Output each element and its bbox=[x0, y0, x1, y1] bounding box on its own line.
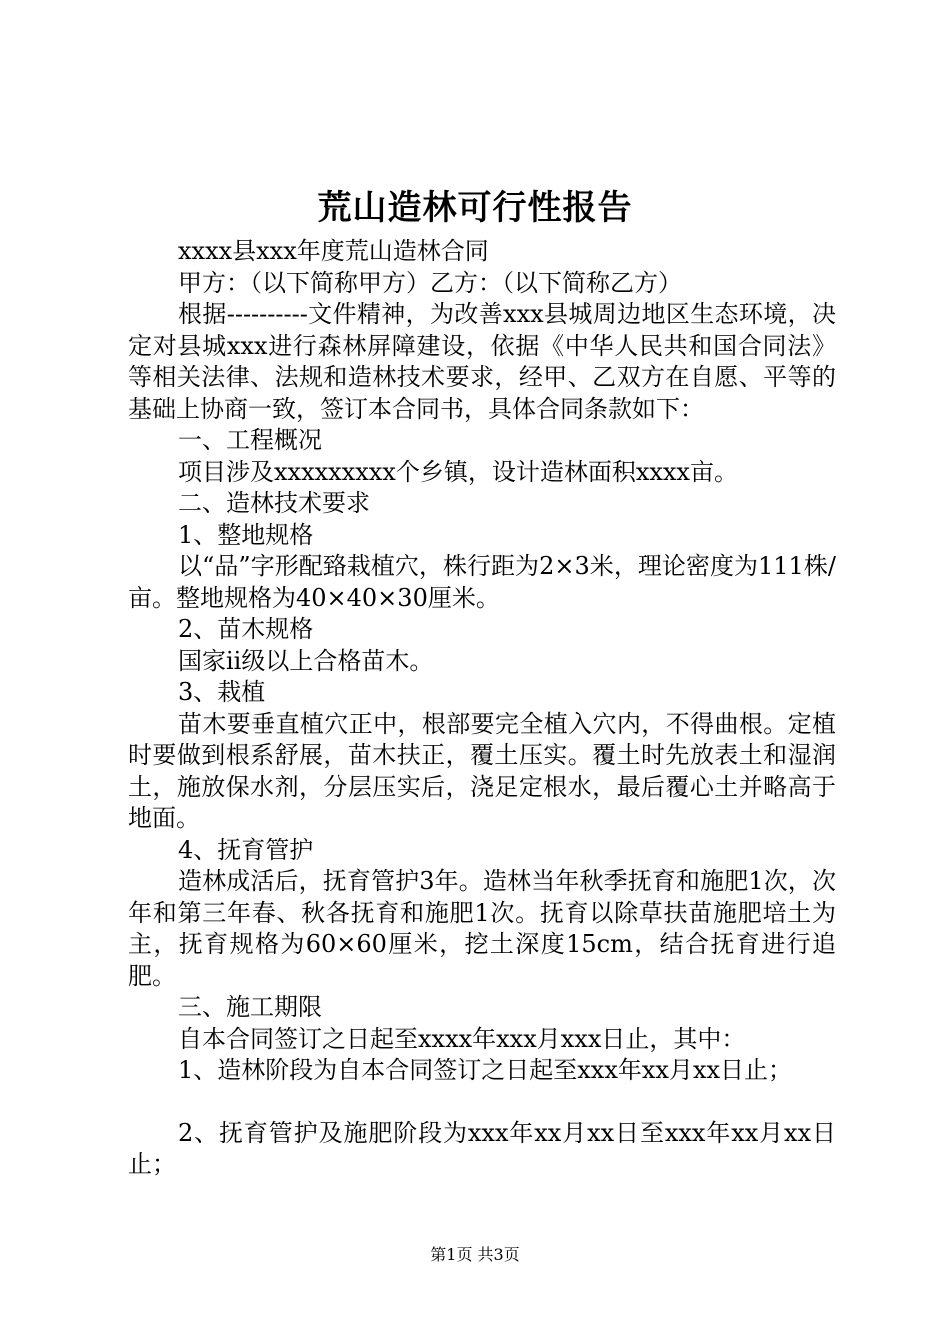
document-body bbox=[128, 236, 836, 1181]
seedlings-paragraph: 国家ii级以上合格苗木。 bbox=[178, 646, 434, 675]
contract-heading: xxxx县xxx年度荒山造林合同 bbox=[178, 237, 489, 265]
document-title: 荒山造林可行性报告 bbox=[317, 188, 633, 228]
period-item-2: 2、抚育管护及施肥阶段为xxx年xx月xx日至xxx年xx月xx日止； bbox=[128, 1118, 836, 1178]
subheading-seedlings: 2、苗木规格 bbox=[178, 615, 314, 643]
land-prep-paragraph: 以“品”字形配臵栽植穴，株行距为2×3米，理论密度为111株/亩。整地规格为40×40×30厘米。 bbox=[128, 552, 836, 612]
parties-line: 甲方：（以下简称甲方）乙方：（以下简称乙方） bbox=[178, 268, 682, 297]
subheading-planting: 3、栽植 bbox=[178, 678, 266, 706]
subheading-tending: 4、抚育管护 bbox=[178, 835, 314, 864]
period-item-1: 1、造林阶段为自本合同签订之日起至xxx年xx月xx日止； bbox=[178, 1056, 793, 1084]
section-heading-3: 三、施工期限 bbox=[178, 993, 322, 1021]
project-paragraph: 项目涉及xxxxxxxxx个乡镇，设计造林面积xxxx亩。 bbox=[178, 457, 738, 486]
preamble-paragraph: 根据----------文件精神，为改善xxx县城周边地区生态环境，决定对县城xxx进行森林屏障建设，依据《中华人民共和国合同法》等相关法律、法规和造林技术要求，经甲、乙双方在自愿、平等的基础上协商一致，签订本合同书，具体合同条款如下： bbox=[128, 300, 836, 423]
tending-paragraph: 造林成活后，抚育管护3年。造林当年秋季抚育和施肥1次，次年和第三年春、秋各抚育和施肥1次。抚育以除草扶苗施肥培土为主，抚育规格为60×60厘米，挖土深度15cm，结合抚育进行追肥。 bbox=[128, 867, 836, 990]
section-heading-2: 二、造林技术要求 bbox=[178, 489, 370, 517]
page-number: 第1页 共3页 bbox=[430, 1245, 520, 1264]
section-heading-1: 一、工程概况 bbox=[178, 426, 322, 454]
planting-paragraph: 苗木要垂直植穴正中，根部要完全植入穴内，不得曲根。定植时要做到根系舒展，苗木扶正，覆土压实。覆土时先放表土和湿润土，施放保水剂，分层压实后，浇足定根水，最后覆心土并略高于地面。 bbox=[128, 709, 836, 832]
period-paragraph: 自本合同签订之日起至xxxx年xxx月xxx日止，其中： bbox=[178, 1024, 746, 1053]
subheading-land-prep: 1、整地规格 bbox=[178, 520, 314, 549]
